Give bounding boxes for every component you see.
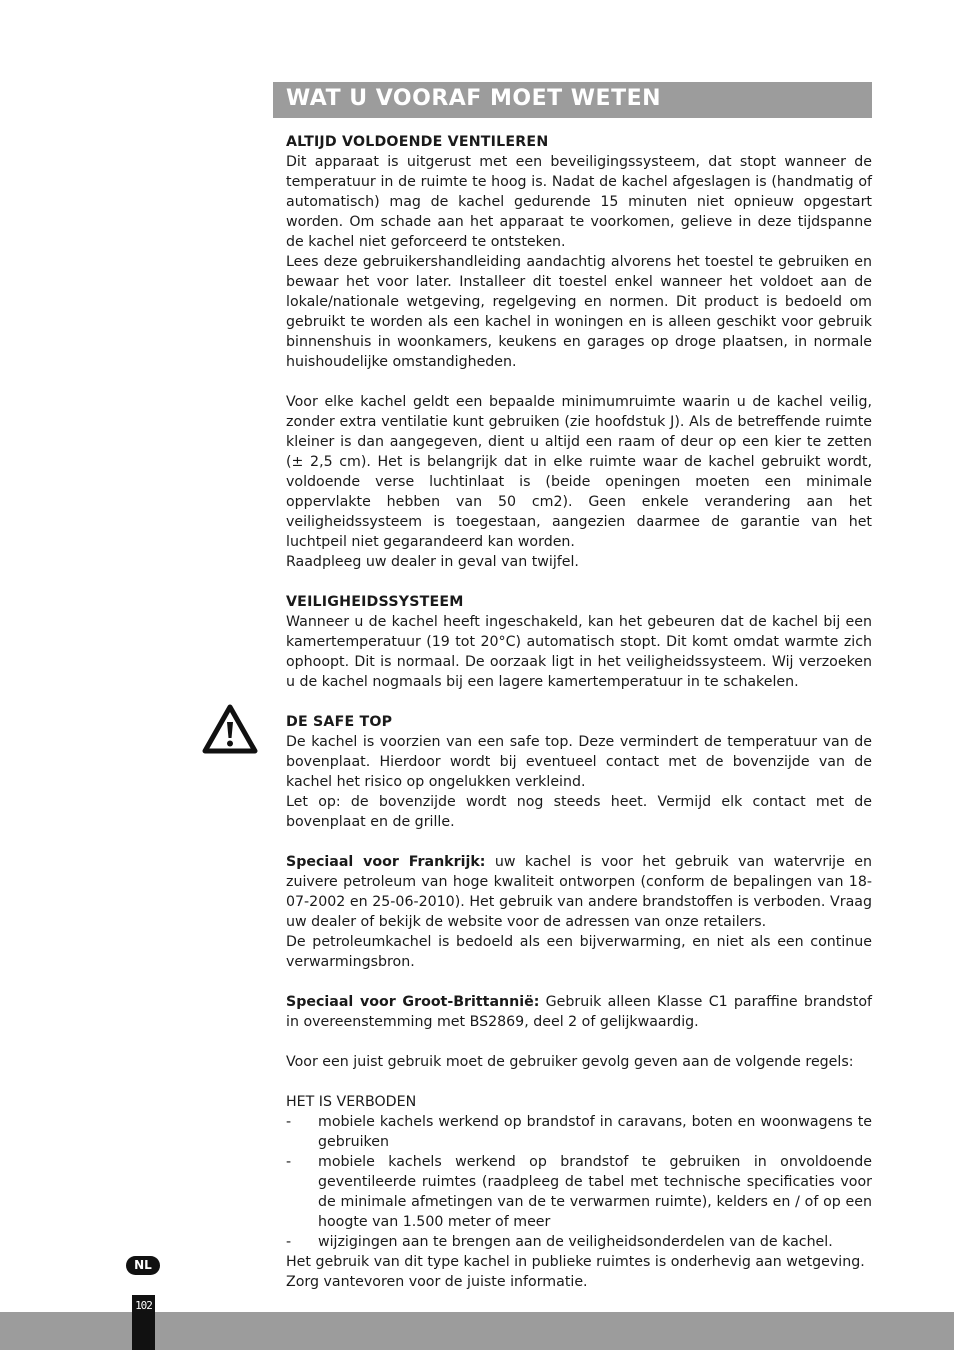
paragraph: Dit apparaat is uitgerust met een beveiligingssysteem, dat stopt wanneer de temperatuur in de ruimte te hoog is. Nadat de kachel afgeslagen is (handmatig of automatisch) mag de kachel gedurende 15 minuten niet opnieuw opgestart worden. Om schade aan het apparaat te voorkomen, gelieve in deze tijdspanne de kachel niet geforceerd te ontsteken. (286, 154, 872, 250)
paragraph: Voor een juist gebruik moet de gebruiker gevolg geven aan de volgende regels: (286, 1054, 854, 1070)
paragraph: Lees deze gebruikershandleiding aandachtig alvorens het toestel te gebruiken en bewaar het voor later. Installeer dit toestel enkel wanneer het voldoet aan de lokale/nationale wetgeving, regelgeving en normen. Dit product is bedoeld om gebruikt te worden als een kachel in woningen en is alleen geschikt voor gebruik binnenshuis in woonkamers, keukens en garages op droge plaatsen, in normale huishoudelijke omstandigheden. (286, 254, 872, 370)
paragraph: De petroleumkachel is bedoeld als een bijverwarming, en niet als een continue verwarmingsbron. (286, 934, 872, 970)
france-lead: Speciaal voor Frankrijk: (286, 854, 486, 870)
paragraph-france (286, 852, 872, 932)
main-content (286, 132, 872, 1292)
page-number: 102 (135, 1299, 152, 1312)
section-header-bar (273, 82, 872, 118)
paragraph-uk (286, 992, 872, 1032)
paragraph: Voor elke kachel geldt een bepaalde minimumruimte waarin u de kachel veilig, zonder extra ventilatie kunt gebruiken (zie hoofdstuk J). Als de betreffende ruimte kleiner is dan aangegeven, dient u altijd een raam of deur op een kier te zetten (± 2,5 cm). Het is belangrijk dat in elke ruimte waar de kachel gebruikt wordt, voldoende verse luchtinlaat is (beide openingen moeten een minimale oppervlakte hebben van 50 cm2). Geen enkele verandering aan het veiligheidssysteem is toegestaan, aangezien daarmee de garantie van het luchtpeil niet gegarandeerd kan worden. (286, 394, 872, 550)
language-badge: NL (126, 1256, 160, 1275)
page-title: WAT U VOORAF MOET WETEN (286, 86, 662, 111)
forbidden-heading: HET IS VERBODEN (286, 1094, 417, 1110)
page-number-tab (132, 1295, 155, 1350)
forbidden-list (286, 1112, 872, 1252)
uk-text: Gebruik alleen Klasse C1 paraffine brandstof in overeenstemming met BS2869, deel 2 of gelijkwaardig. (286, 994, 872, 1030)
list-item: - wijzigingen aan te brengen aan de veiligheidsonderdelen van de kachel. (286, 1234, 833, 1250)
paragraph: Raadpleeg uw dealer in geval van twijfel. (286, 554, 579, 570)
paragraph: Het gebruik van dit type kachel in publieke ruimtes is onderhevig aan wetgeving. (286, 1254, 865, 1270)
paragraph: De kachel is voorzien van een safe top. Deze vermindert de temperatuur van de bovenplaat. Hierdoor wordt bij eventueel contact met de bovenzijde van de kachel het risico op ongelukken verkleind. (286, 734, 872, 790)
france-text: uw kachel is voor het gebruik van watervrije en zuivere petroleum van hoge kwaliteit ontworpen (conform de bepalingen van 18-07-2002 en 25-06-2010). Het gebruik van andere brandstoffen is verboden. Vraag uw dealer of bekijk de website voor de adressen van onze retailers. (286, 854, 872, 930)
paragraph: Let op: de bovenzijde wordt nog steeds heet. Vermijd elk contact met de bovenplaat en de grille. (286, 794, 872, 830)
paragraph: Wanneer u de kachel heeft ingeschakeld, kan het gebeuren dat de kachel bij een kamertemperatuur (19 tot 20°C) automatisch stopt. Dit komt omdat warmte zich ophoopt. Dit is normaal. De oorzaak ligt in het veiligheidssysteem. Wij verzoeken u de kachel nogmaals bij een lagere kamertemperatuur in te schakelen. (286, 614, 872, 690)
warning-triangle-icon (202, 704, 258, 754)
list-item: - mobiele kachels werkend op brandstof in caravans, boten en woonwagens te gebruiken (286, 1114, 872, 1150)
list-item: - mobiele kachels werkend op brandstof te gebruiken in onvoldoende geventileerde ruimtes (raadpleeg de tabel met technische specificaties voor de minimale afmetingen van de te verwarmen ruimte), kelders en / of op een hoogte van 1.500 meter of meer (286, 1154, 872, 1230)
paragraph: Zorg vantevoren voor de juiste informatie. (286, 1274, 588, 1290)
heading-ventilation: ALTIJD VOLDOENDE VENTILEREN (286, 134, 549, 150)
uk-lead: Speciaal voor Groot-Brittannië: (286, 994, 540, 1010)
heading-safe-top: DE SAFE TOP (286, 714, 393, 730)
heading-safety-system: VEILIGHEIDSSYSTEEM (286, 594, 464, 610)
